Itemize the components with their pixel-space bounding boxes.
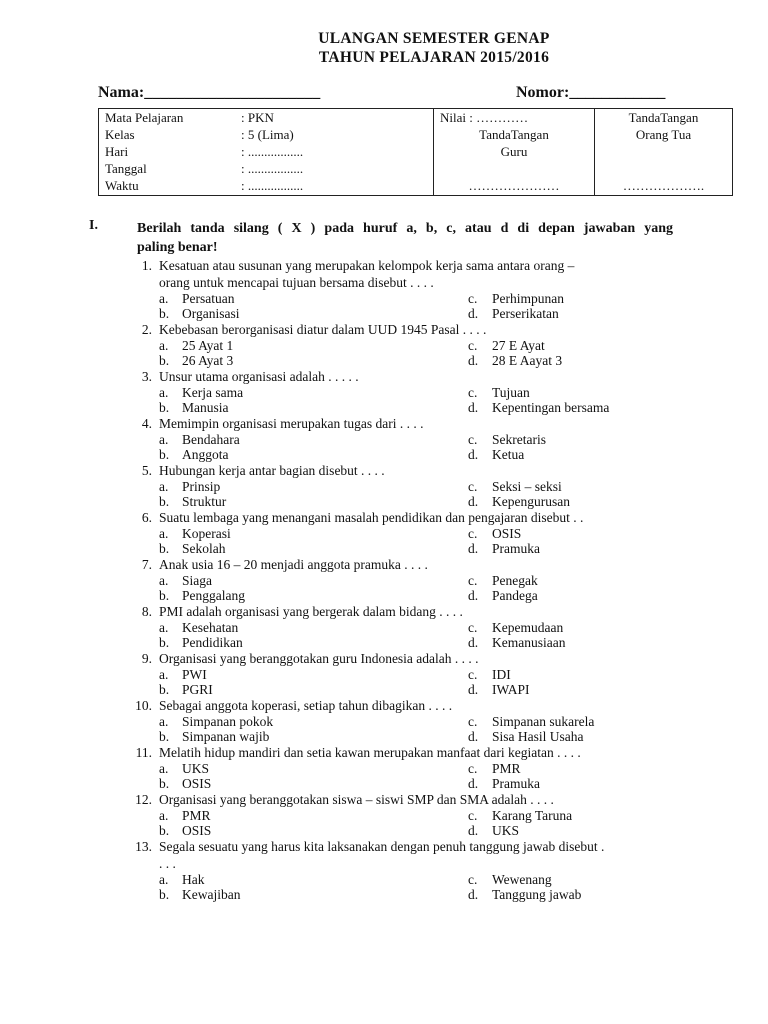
option-b[interactable]: Organisasi: [182, 306, 240, 321]
option-d[interactable]: 28 E Aayat 3: [492, 353, 563, 368]
question-text: Anak usia 16 – 20 menjadi anggota pramuka . . . .: [159, 557, 428, 572]
parent-label: Orang Tua: [635, 127, 692, 142]
question-item: [0, 462, 768, 509]
section-number: I.: [89, 218, 98, 233]
option-row: [0, 526, 768, 541]
option-row: [0, 588, 768, 603]
option-row: [0, 635, 768, 650]
question-item: [0, 697, 768, 744]
option-row: [0, 620, 768, 635]
exam-title: ULANGAN SEMESTER GENAP: [318, 30, 550, 47]
option-letter: d.: [468, 541, 479, 556]
teacher-sign-label: TandaTangan: [479, 127, 549, 142]
option-letter: a.: [159, 667, 169, 682]
teacher-label: Guru: [500, 144, 528, 159]
option-d[interactable]: Kepentingan bersama: [492, 400, 610, 415]
option-letter: d.: [468, 635, 479, 650]
option-letter: b.: [159, 447, 170, 462]
option-row: [0, 400, 768, 415]
option-c[interactable]: IDI: [492, 667, 511, 682]
option-row: [0, 447, 768, 462]
option-letter: d.: [468, 776, 479, 791]
teacher-sign-dots: …………………: [468, 178, 560, 193]
question-text: Melatih hidup mandiri dan setia kawan merupakan manfaat dari kegiatan . . . .: [159, 745, 581, 760]
option-letter: b.: [159, 588, 170, 603]
option-row: [0, 887, 768, 902]
option-c[interactable]: Wewenang: [492, 872, 552, 887]
option-letter: c.: [468, 714, 478, 729]
option-row: [0, 338, 768, 353]
option-letter: b.: [159, 682, 170, 697]
option-letter: b.: [159, 400, 170, 415]
question-number: 12.: [135, 792, 152, 807]
option-d[interactable]: Pramuka: [492, 541, 540, 556]
option-letter: a.: [159, 872, 169, 887]
option-a[interactable]: Hak: [182, 872, 205, 887]
option-letter: a.: [159, 573, 169, 588]
option-row: [0, 494, 768, 509]
option-d[interactable]: Tanggung jawab: [492, 887, 582, 902]
option-b[interactable]: OSIS: [182, 776, 212, 791]
option-row: [0, 823, 768, 838]
option-c[interactable]: Kepemudaan: [492, 620, 564, 635]
question-text: Sebagai anggota koperasi, setiap tahun dibagikan . . . .: [159, 698, 453, 713]
parent-sign-label: TandaTangan: [628, 110, 699, 125]
option-c[interactable]: Tujuan: [492, 385, 530, 400]
info-row: Hari : .................: [105, 144, 304, 159]
option-d[interactable]: Pandega: [492, 588, 538, 603]
option-letter: c.: [468, 761, 478, 776]
teacher-signature-cell: [434, 109, 595, 196]
question-number: 3.: [141, 369, 152, 384]
option-a[interactable]: Kerja sama: [182, 385, 244, 400]
option-a[interactable]: 25 Ayat 1: [182, 338, 234, 353]
info-row: Tanggal : .................: [105, 161, 304, 176]
question-item: [0, 415, 768, 462]
option-row: [0, 541, 768, 556]
option-row: [0, 729, 768, 744]
option-letter: a.: [159, 714, 169, 729]
option-a[interactable]: UKS: [182, 761, 210, 776]
exam-year: TAHUN PELAJARAN 2015/2016: [318, 49, 550, 66]
option-row: [0, 479, 768, 494]
option-letter: c.: [468, 667, 478, 682]
question-number: 1.: [141, 258, 152, 273]
question-number: 5.: [141, 463, 152, 478]
option-letter: c.: [468, 291, 478, 306]
parent-signature-cell: [595, 109, 733, 196]
question-item: [0, 650, 768, 697]
option-letter: b.: [159, 823, 170, 838]
question-text: Suatu lembaga yang menangani masalah pendidikan dan pengajaran disebut . .: [159, 510, 584, 525]
option-letter: a.: [159, 479, 169, 494]
option-letter: c.: [468, 479, 478, 494]
question-number: 11.: [135, 745, 152, 760]
option-row: [0, 291, 768, 306]
option-letter: c.: [468, 432, 478, 447]
question-text: Hubungan kerja antar bagian disebut . . . .: [159, 463, 385, 478]
option-b[interactable]: Kewajiban: [182, 887, 241, 902]
option-row: [0, 432, 768, 447]
option-a[interactable]: PWI: [182, 667, 207, 682]
nilai-label: Nilai : …………: [440, 110, 529, 125]
option-letter: a.: [159, 620, 169, 635]
option-letter: a.: [159, 338, 169, 353]
option-letter: b.: [159, 635, 170, 650]
option-b[interactable]: PGRI: [182, 682, 213, 697]
option-letter: b.: [159, 887, 170, 902]
option-a[interactable]: Kesehatan: [182, 620, 239, 635]
option-d[interactable]: IWAPI: [492, 682, 530, 697]
question-text: Memimpin organisasi merupakan tugas dari . . . .: [159, 416, 424, 431]
option-d[interactable]: Kepengurusan: [492, 494, 570, 509]
option-b[interactable]: 26 Ayat 3: [182, 353, 234, 368]
option-b[interactable]: Simpanan wajib: [182, 729, 270, 744]
question-text: Organisasi yang beranggotakan guru Indonesia adalah . . . .: [159, 651, 479, 666]
question-item: [0, 838, 768, 902]
question-item: [0, 791, 768, 838]
option-letter: a.: [159, 526, 169, 541]
question-item: [0, 556, 768, 603]
section-instruction: Berilah tanda silang ( X ) pada huruf a, b, c, atau d di depan jawaban yang: [137, 221, 673, 236]
option-d[interactable]: Kemanusiaan: [492, 635, 566, 650]
option-d[interactable]: Ketua: [492, 447, 525, 462]
option-a[interactable]: Simpanan pokok: [182, 714, 274, 729]
option-c[interactable]: Penegak: [492, 573, 538, 588]
question-text-cont: . . .: [159, 856, 176, 871]
option-row: [0, 761, 768, 776]
option-letter: b.: [159, 353, 170, 368]
option-letter: c.: [468, 808, 478, 823]
option-a[interactable]: PMR: [182, 808, 211, 823]
option-letter: b.: [159, 729, 170, 744]
nomor-field: Nomor:____________: [516, 84, 666, 101]
option-letter: d.: [468, 400, 479, 415]
option-row: [0, 776, 768, 791]
question-number: 10.: [135, 698, 152, 713]
option-letter: c.: [468, 620, 478, 635]
option-b[interactable]: OSIS: [182, 823, 212, 838]
question-text: Unsur utama organisasi adalah . . . . .: [159, 369, 359, 384]
option-b[interactable]: Manusia: [182, 400, 229, 415]
option-d[interactable]: Pramuka: [492, 776, 540, 791]
option-letter: c.: [468, 573, 478, 588]
question-number: 4.: [141, 416, 152, 431]
question-number: 6.: [141, 510, 152, 525]
question-text: PMI adalah organisasi yang bergerak dalam bidang . . . .: [159, 604, 463, 619]
option-letter: b.: [159, 541, 170, 556]
option-c[interactable]: Sekretaris: [492, 432, 546, 447]
option-b[interactable]: Struktur: [182, 494, 227, 509]
info-row: Mata Pelajaran : PKN: [105, 110, 274, 125]
option-letter: d.: [468, 682, 479, 697]
nama-field: Nama:______________________: [98, 84, 321, 101]
option-letter: d.: [468, 823, 479, 838]
option-b[interactable]: Anggota: [182, 447, 229, 462]
option-d[interactable]: UKS: [492, 823, 520, 838]
option-d[interactable]: Perserikatan: [492, 306, 559, 321]
student-info-table: [98, 108, 733, 196]
question-text: Organisasi yang beranggotakan siswa – siswi SMP dan SMA adalah . . . .: [159, 792, 554, 807]
question-number: 9.: [141, 651, 152, 666]
option-letter: d.: [468, 588, 479, 603]
option-letter: d.: [468, 353, 479, 368]
option-letter: a.: [159, 761, 169, 776]
option-letter: c.: [468, 526, 478, 541]
info-row: Waktu : .................: [105, 178, 304, 193]
question-item: [0, 744, 768, 791]
option-a[interactable]: Koperasi: [182, 526, 231, 541]
option-letter: b.: [159, 776, 170, 791]
option-row: [0, 353, 768, 368]
option-c[interactable]: Seksi – seksi: [492, 479, 562, 494]
info-row: Kelas : 5 (Lima): [105, 127, 294, 142]
question-number: 2.: [141, 322, 152, 337]
info-details: [99, 109, 434, 196]
option-letter: b.: [159, 494, 170, 509]
option-row: [0, 385, 768, 400]
option-b[interactable]: Sekolah: [182, 541, 226, 556]
option-letter: d.: [468, 447, 479, 462]
option-a[interactable]: Persatuan: [182, 291, 235, 306]
option-letter: d.: [468, 306, 479, 321]
option-c[interactable]: Simpanan sukarela: [492, 714, 595, 729]
option-c[interactable]: 27 E Ayat: [492, 338, 545, 353]
question-text-cont: orang untuk mencapai tujuan bersama disebut . . . .: [159, 275, 434, 290]
question-item: [0, 257, 768, 321]
question-item: [0, 603, 768, 650]
question-item: [0, 321, 768, 368]
option-letter: d.: [468, 729, 479, 744]
question-text: Kebebasan berorganisasi diatur dalam UUD 1945 Pasal . . . .: [159, 322, 487, 337]
question-item: [0, 368, 768, 415]
parent-sign-dots: ……………….: [622, 178, 705, 193]
option-letter: d.: [468, 494, 479, 509]
option-row: [0, 667, 768, 682]
option-c[interactable]: PMR: [492, 761, 521, 776]
option-row: [0, 808, 768, 823]
option-a[interactable]: Siaga: [182, 573, 212, 588]
option-a[interactable]: Prinsip: [182, 479, 221, 494]
option-b[interactable]: Pendidikan: [182, 635, 243, 650]
option-letter: a.: [159, 432, 169, 447]
option-letter: a.: [159, 291, 169, 306]
option-d[interactable]: Sisa Hasil Usaha: [492, 729, 584, 744]
question-text: Segala sesuatu yang harus kita laksanakan dengan penuh tanggung jawab disebut .: [159, 839, 605, 854]
option-letter: c.: [468, 338, 478, 353]
option-c[interactable]: Perhimpunan: [492, 291, 564, 306]
question-item: [0, 509, 768, 556]
option-row: [0, 682, 768, 697]
question-number: 8.: [141, 604, 152, 619]
option-a[interactable]: Bendahara: [182, 432, 240, 447]
question-text: Kesatuan atau susunan yang merupakan kelompok kerja sama antara orang –: [159, 258, 575, 273]
option-letter: d.: [468, 887, 479, 902]
option-letter: b.: [159, 306, 170, 321]
option-row: [0, 573, 768, 588]
option-letter: a.: [159, 808, 169, 823]
question-number: 13.: [135, 839, 152, 854]
option-letter: c.: [468, 872, 478, 887]
option-row: [0, 872, 768, 887]
option-letter: c.: [468, 385, 478, 400]
option-c[interactable]: Karang Taruna: [492, 808, 573, 823]
option-row: [0, 714, 768, 729]
section-instruction-cont: paling benar!: [137, 240, 218, 255]
option-row: [0, 306, 768, 321]
option-letter: a.: [159, 385, 169, 400]
question-list: [0, 257, 768, 902]
question-number: 7.: [141, 557, 152, 572]
option-b[interactable]: Penggalang: [182, 588, 245, 603]
option-c[interactable]: OSIS: [492, 526, 522, 541]
